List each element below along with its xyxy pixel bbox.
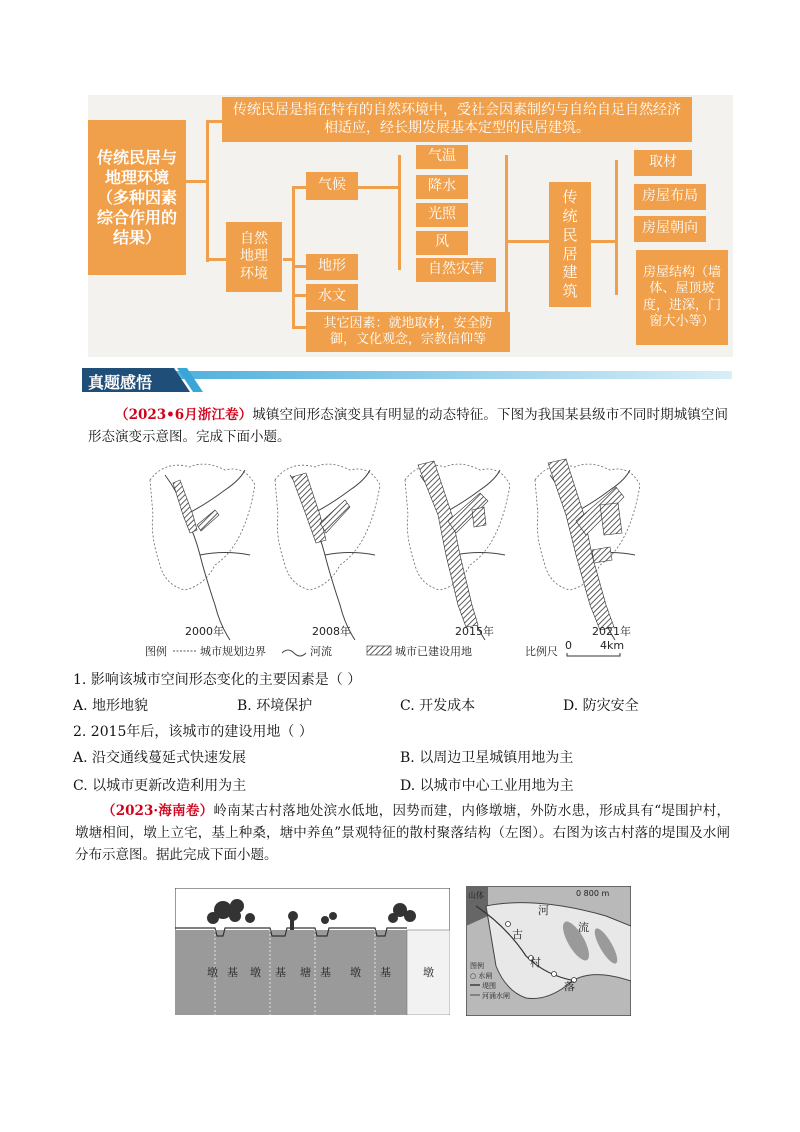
mindmap-building-item: 取材: [634, 150, 692, 176]
mindmap-natural-env: 自然地理环境: [226, 222, 282, 292]
legend-river-swatch: [282, 650, 306, 656]
map-panel-2021: [535, 459, 640, 640]
connector-line: [292, 265, 306, 268]
section-label: 墩: [350, 966, 361, 979]
village-cross-section: [175, 888, 450, 1015]
mindmap-building-item: 房屋朝向: [634, 216, 706, 242]
connector-line: [505, 240, 549, 243]
section-label: 基: [380, 966, 391, 979]
question-source: （2023•6月浙江卷）: [115, 407, 253, 423]
section-label: 塘: [300, 966, 311, 979]
scale-zero: 0: [565, 639, 572, 652]
connector-line: [358, 186, 400, 189]
map-panel-2008: [275, 464, 380, 640]
section-label: 基: [320, 966, 331, 979]
section-title: 真题感悟: [88, 373, 153, 392]
dike-sluice-map: [466, 886, 631, 1016]
legend-built-swatch: [367, 646, 391, 655]
mindmap-climate: 气候: [306, 172, 358, 200]
option: D. 防灾安全: [563, 698, 639, 714]
legend-dike: 堤围: [482, 982, 496, 990]
connector-line: [292, 186, 306, 189]
map-year-label: 2021年: [592, 625, 631, 638]
legend-title: 图例: [470, 962, 484, 970]
mindmap-climate-item: 光照: [416, 203, 468, 227]
map-label-river: 流: [578, 921, 589, 934]
connector-line: [292, 326, 306, 329]
mindmap-hydrology: 水文: [306, 284, 358, 310]
mindmap-other-factors: 其它因素：就地取材，安全防御，文化观念，宗教信仰等: [306, 312, 510, 352]
map-label-village: 古: [512, 928, 523, 941]
connector-line: [591, 240, 617, 243]
option: A. 沿交通线蔓延式快速发展: [73, 750, 247, 766]
section-label: 基: [275, 966, 286, 979]
legend-channel: 河涌水闸: [482, 992, 510, 1000]
connector-line: [292, 186, 295, 326]
map-scale: 0 800 m: [576, 889, 610, 898]
map-panel-2015: [405, 461, 510, 640]
scale-bar: [567, 653, 620, 656]
section-banner: [82, 368, 732, 398]
map-panel-2000: [150, 464, 255, 640]
scale-label: 比例尺: [525, 645, 558, 658]
map-year-label: 2000年: [185, 625, 224, 638]
option: C. 开发成本: [400, 698, 476, 714]
legend-built-label: 城市已建设用地: [395, 645, 472, 658]
question-stem-1: （2023•6月浙江卷）城镇空间形态演变具有明显的动态特征。下图为我国某县级市不同时期城镇空间形态演变示意图。完成下面小题。: [88, 407, 728, 445]
connector-line: [505, 155, 508, 337]
legend-boundary-label: 城市规划边界: [200, 645, 266, 658]
map-label-mountain: 山体: [468, 891, 484, 900]
question-2: 2. 2015年后，该城市的建设用地（ ）: [73, 724, 313, 740]
mindmap-building: 传统民居建筑: [549, 182, 591, 307]
question-1: 1. 影响该城市空间形态变化的主要因素是（ ）: [73, 672, 362, 688]
option: B. 环境保护: [237, 698, 313, 714]
connector-line: [186, 180, 208, 183]
scale-value: 4km: [600, 639, 625, 652]
mindmap-climate-item: 气温: [416, 145, 468, 169]
section-label: 墩: [207, 966, 218, 979]
legend-title: 图例: [145, 645, 167, 658]
mindmap-climate-item: 自然灾害: [416, 258, 496, 282]
mindmap-building-item: 房屋布局: [634, 184, 706, 210]
map-label-river: 河: [538, 904, 549, 917]
mindmap-definition: 传统民居是指在特有的自然环境中，受社会因素制约与自给自足自然经济相适应，经长期发展基本定型的民居建筑。: [222, 97, 692, 142]
mindmap-building-item: 房屋结构（墙体、屋顶坡度，进深，门窗大小等）: [636, 250, 728, 345]
section-label: 基: [227, 966, 238, 979]
mindmap-terrain: 地形: [306, 254, 358, 280]
section-label: 墩: [250, 966, 261, 979]
mindmap-climate-item: 风: [416, 231, 468, 255]
connector-line: [206, 122, 209, 262]
option: C. 以城市更新改造利用为主: [73, 778, 247, 794]
urban-expansion-maps: [145, 455, 650, 660]
map-label-village: 村: [530, 956, 541, 969]
connector-line: [615, 160, 618, 295]
legend-sluice: ○ 水闸: [470, 972, 493, 980]
option: B. 以周边卫星城镇用地为主: [400, 750, 574, 766]
mindmap-root: 传统民居与地理环境（多种因素综合作用的结果）: [88, 120, 186, 275]
connector-line: [398, 155, 401, 270]
question-source: （2023·海南卷）: [102, 803, 214, 819]
legend-river-label: 河流: [310, 645, 332, 658]
option: A. 地形地貌: [73, 698, 149, 714]
map-year-label: 2015年: [455, 625, 494, 638]
section-label: 墩: [423, 966, 434, 979]
mindmap-climate-item: 降水: [416, 175, 468, 199]
map-year-label: 2008年: [312, 625, 351, 638]
question-stem-2: （2023·海南卷）岭南某古村落地处滨水低地，因势而建，内修墩塘，外防水患，形成具有“堤围护村，墩塘相间，墩上立宅，基上种桑，塘中养鱼”景观特征的散村聚落结构（左图）。右图为该古村落的堤围及水闸分布示意图。据此完成下面小题。: [75, 803, 730, 863]
connector-line: [292, 294, 306, 297]
map-label-village: 落: [564, 980, 575, 993]
option: D. 以城市中心工业用地为主: [400, 778, 574, 794]
